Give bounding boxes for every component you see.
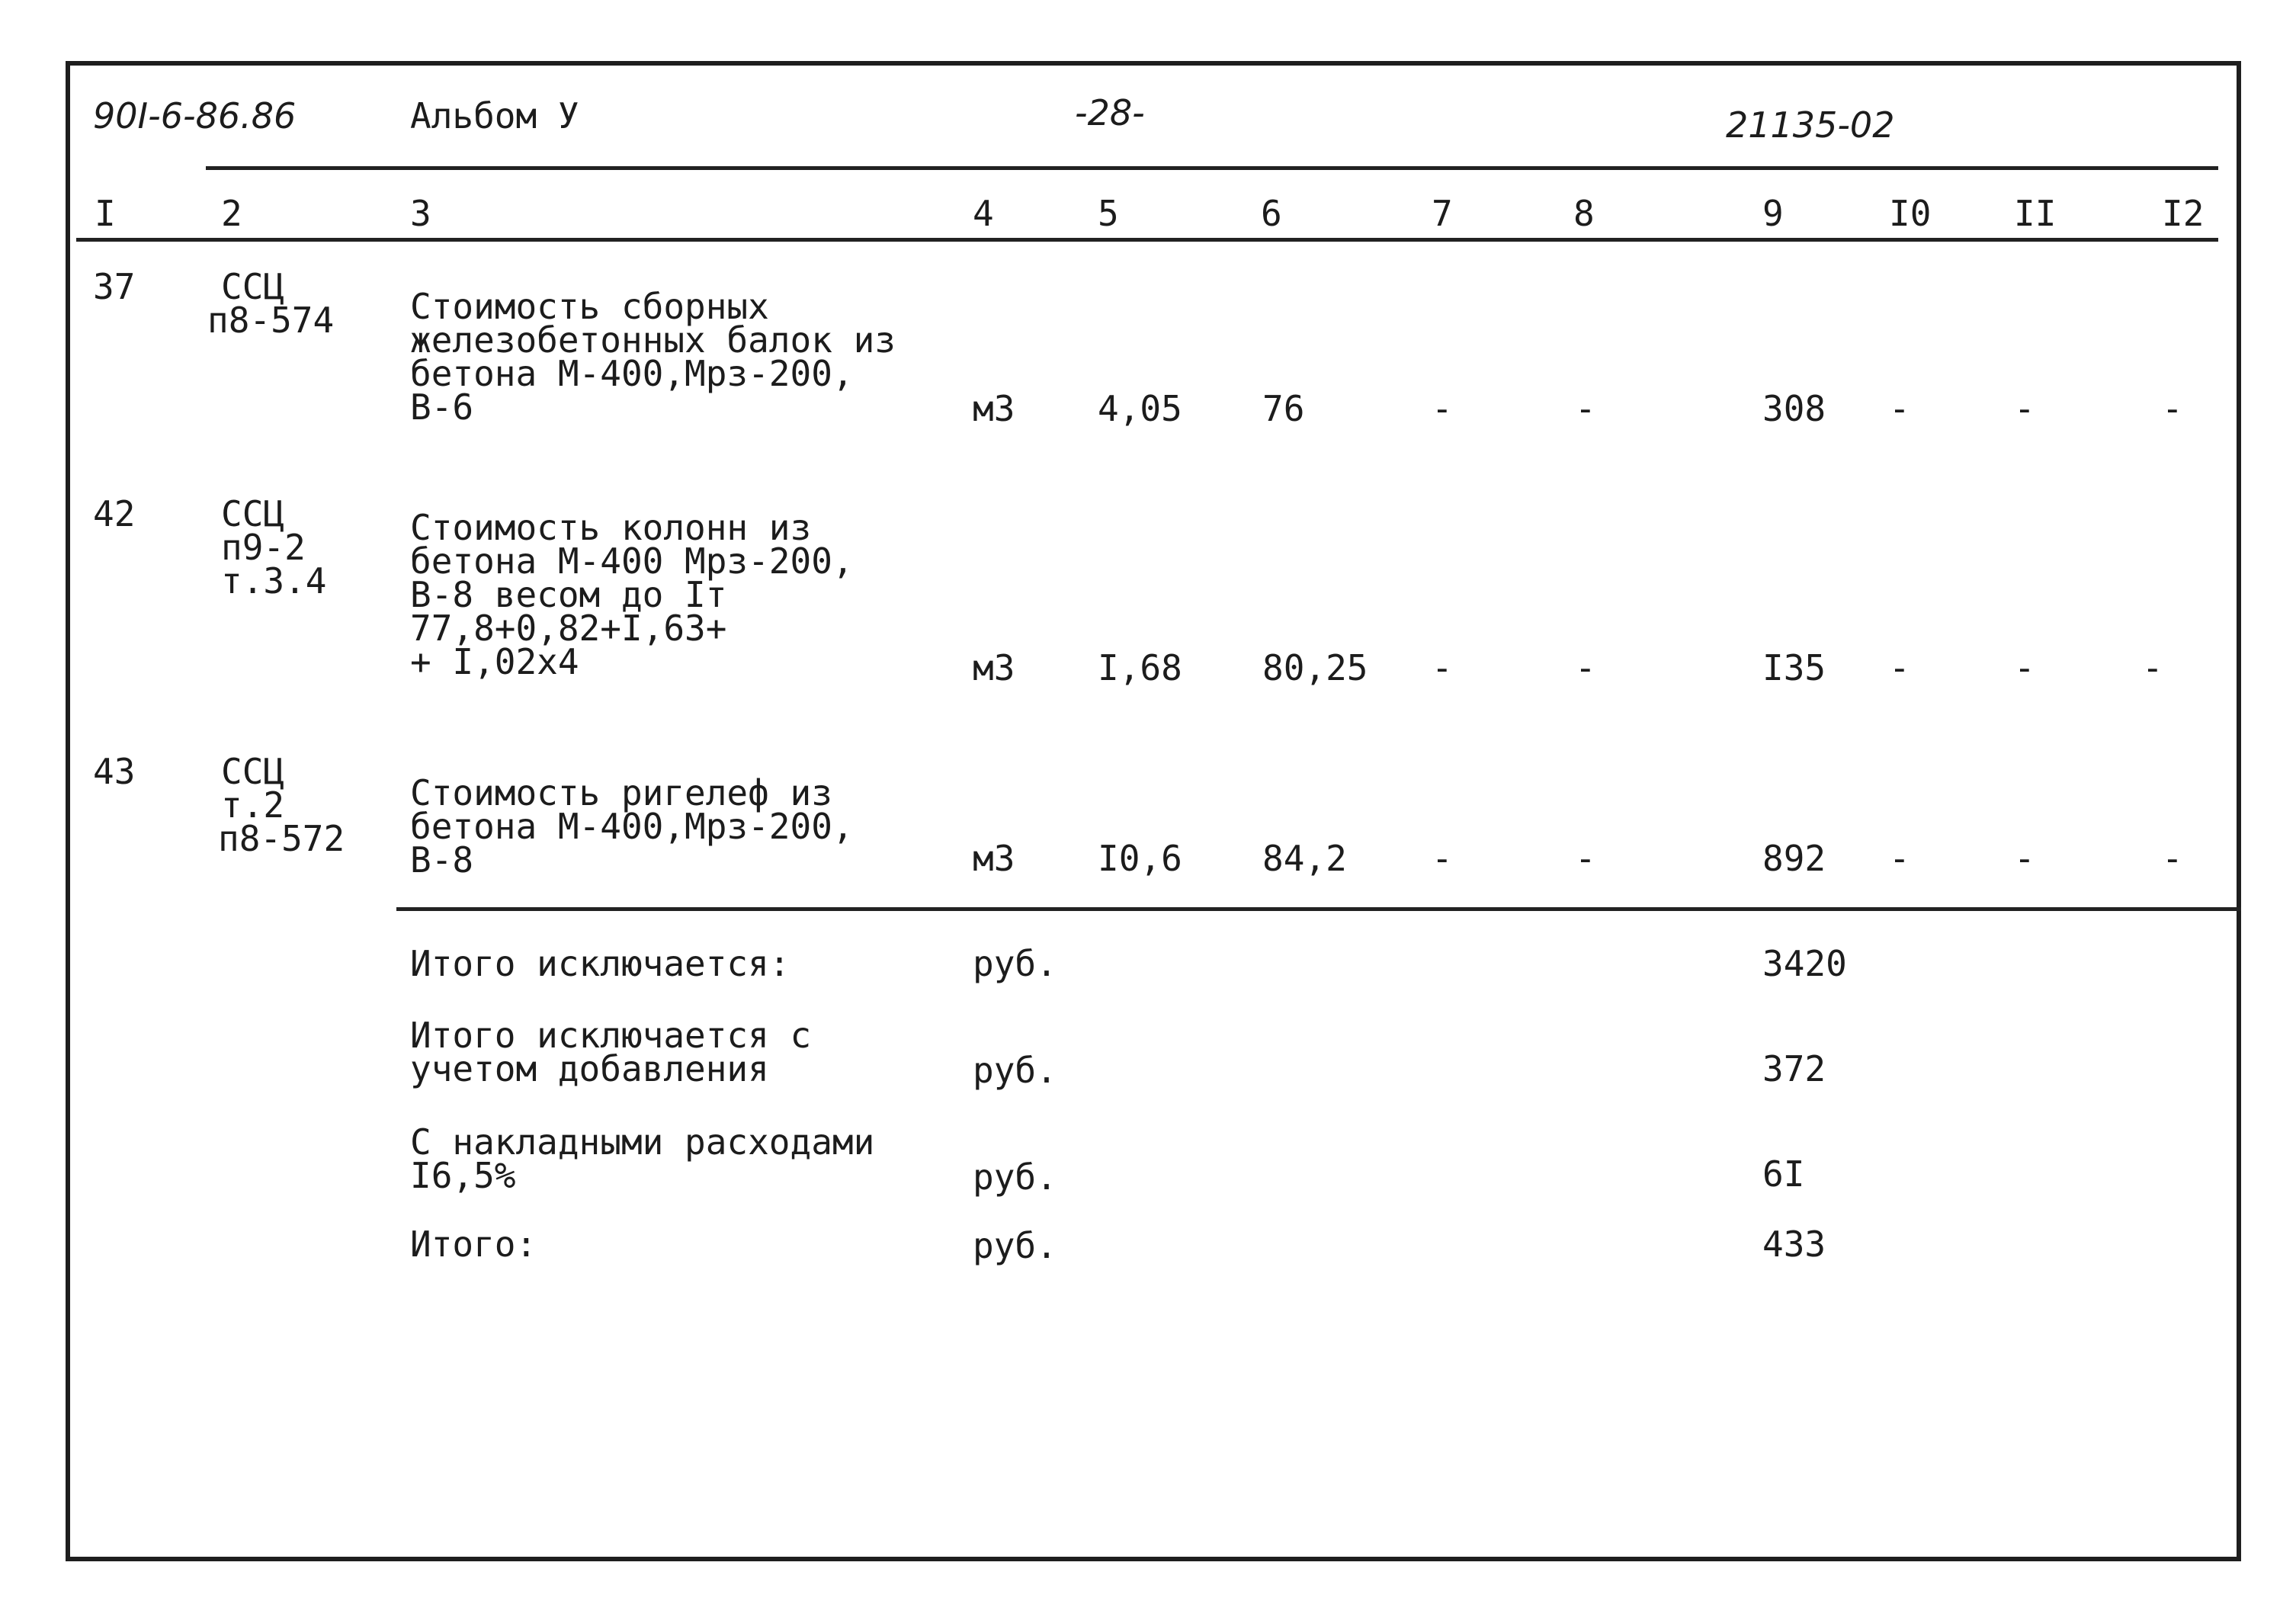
row-number: 42 [93,493,136,534]
row-number: 37 [93,266,136,307]
row-price: 80,25 [1262,647,1368,688]
row-ref-line: п8-574 [207,300,335,341]
column-header-rule [76,238,2218,242]
total-label-line: Итого: [410,1224,537,1265]
col-header-5: 5 [1098,193,1119,234]
row-col12: - [2162,838,2183,879]
designation: 90I-6-86.86 [93,95,297,136]
row-desc-line: бетона М-400,Мрз-200, [410,806,854,847]
row-col12: - [2142,647,2163,688]
row-desc-line: В-8 [410,839,474,881]
sheet-code: 21135-02 [1726,104,1895,146]
col-header-10: I0 [1889,193,1932,234]
col-header-3: 3 [410,193,431,234]
row-col10: - [1889,388,1910,429]
row-total: 892 [1762,838,1826,879]
row-desc-line: бетона М-400,Мрз-200, [410,353,854,394]
total-unit: руб. [973,943,1057,984]
row-unit: м3 [973,838,1015,879]
row-col7: - [1432,838,1453,879]
row-desc-line: + I,02х4 [410,641,579,682]
col-header-12: I2 [2162,193,2205,234]
row-desc-line: 77,8+0,82+I,63+ [410,608,727,649]
row-desc-line: бетона М-400 Мрз-200, [410,541,854,582]
row-ref-line: т.3.4 [221,560,327,601]
total-value: 372 [1762,1048,1826,1089]
row-price: 76 [1262,388,1305,429]
row-desc-line: Стоимость сборных [410,286,769,327]
row-quantity: I,68 [1098,647,1182,688]
row-total: 308 [1762,388,1826,429]
row-quantity: 4,05 [1098,388,1182,429]
totals-rule [396,907,2241,911]
row-desc-line: В-6 [410,387,474,428]
row-col11: - [2014,647,2035,688]
row-unit: м3 [973,647,1015,688]
row-col12: - [2162,388,2183,429]
row-desc-line: Стоимость колонн из [410,507,812,548]
row-desc-line: железобетонных балок из [410,319,896,361]
row-ref-line: ССЦ [221,493,285,534]
row-col8: - [1575,647,1596,688]
col-header-2: 2 [221,193,242,234]
row-desc-line: Стоимость ригелеф из [410,772,832,813]
row-ref-line: ССЦ [221,751,285,792]
row-total: I35 [1762,647,1826,688]
row-col11: - [2014,388,2035,429]
col-header-11: II [2014,193,2057,234]
total-label-line: Итого исключается: [410,943,790,984]
row-desc-line: В-8 весом до Iт [410,574,727,615]
row-number: 43 [93,751,136,792]
total-value: 6I [1762,1153,1805,1195]
row-col10: - [1889,647,1910,688]
col-header-6: 6 [1261,193,1282,234]
row-ref-line: ССЦ [221,266,285,307]
total-label-line: С накладными расходами [410,1121,875,1163]
row-col8: - [1575,388,1596,429]
total-value: 433 [1762,1224,1826,1265]
page-number: -28- [1075,92,1145,133]
row-col10: - [1889,838,1910,879]
row-col11: - [2014,838,2035,879]
col-header-8: 8 [1573,193,1595,234]
row-ref-line: п9-2 [221,527,306,568]
document-frame [66,61,2241,1561]
col-header-1: I [95,193,116,234]
total-label-line: Итого исключается с [410,1015,812,1056]
row-col7: - [1432,388,1453,429]
row-quantity: I0,6 [1098,838,1182,879]
album-title: Альбом У [410,95,579,136]
total-unit: руб. [973,1050,1057,1091]
col-header-7: 7 [1432,193,1453,234]
row-unit: м3 [973,388,1015,429]
row-price: 84,2 [1262,838,1347,879]
header-rule [206,166,2218,170]
row-ref-line: п8-572 [218,818,345,859]
row-col8: - [1575,838,1596,879]
total-unit: руб. [973,1225,1057,1266]
total-unit: руб. [973,1156,1057,1198]
row-col7: - [1432,647,1453,688]
total-label-line: учетом добавления [410,1048,769,1089]
total-value: 3420 [1762,943,1847,984]
col-header-4: 4 [973,193,994,234]
total-label-line: I6,5% [410,1155,516,1196]
row-ref-line: т.2 [221,784,285,826]
col-header-9: 9 [1762,193,1784,234]
